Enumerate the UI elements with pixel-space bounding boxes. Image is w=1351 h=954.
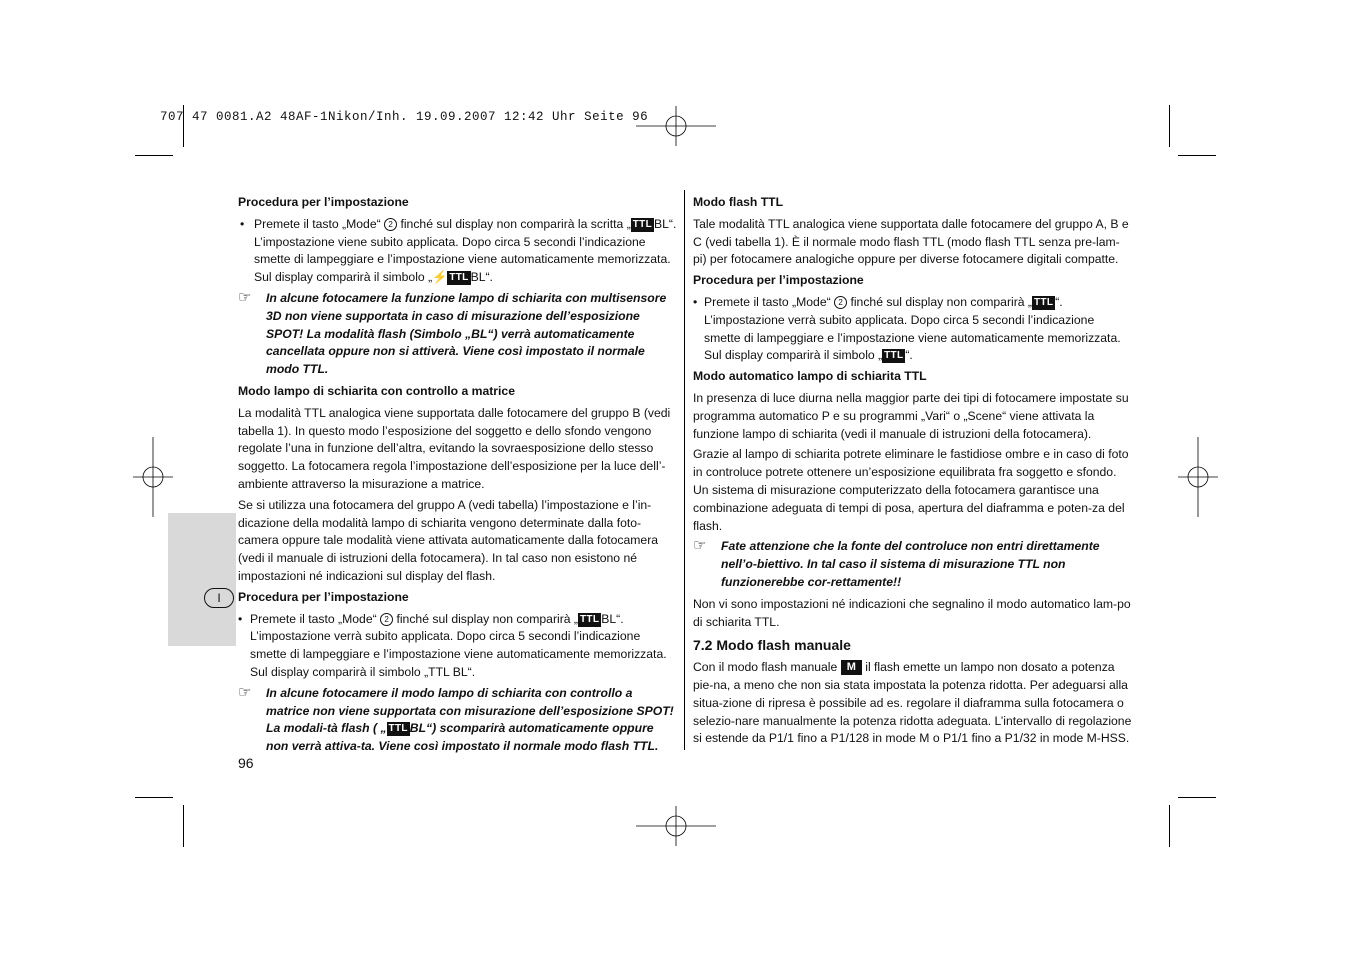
- paragraph: Tale modalità TTL analogica viene supportata dalle fotocamere del gruppo A, B e C (vedi tabella 1). È il normale modo flash TTL (modo flash TTL senza pre-lam-pi) per fotocamere analogiche oppure per diverse fotocamere digitali compatte.: [693, 216, 1129, 267]
- heading: Procedura per l’impostazione: [693, 273, 864, 288]
- pointing-hand-icon: ☞: [238, 683, 252, 701]
- ttl-icon: TTL: [388, 723, 408, 735]
- manual-mode-icon: M: [841, 660, 862, 675]
- heading: Modo lampo di schiarita con controllo a matrice: [238, 383, 515, 398]
- column-divider: [684, 190, 685, 750]
- ttl-icon: TTL: [632, 218, 652, 230]
- language-tab-label: I: [204, 588, 234, 608]
- print-header: 707 47 0081.A2 48AF-1Nikon/Inh. 19.09.2007 12:42 Uhr Seite 96: [160, 110, 649, 124]
- language-tab: [168, 513, 236, 646]
- registration-mark-bottom: [636, 806, 716, 846]
- note: ☞ In alcune fotocamere il modo lampo di schiarita con controllo a matrice non viene supportata con misurazione dell’esposizione SPOT! La modali-tà flash ( „ TTL BL“) scomparirà automaticamente oppure non verrà attiva-ta. Viene così impostato il normale modo flash TTL.: [238, 683, 674, 754]
- paragraph: Con il modo flash manuale M il flash emette un lampo non dosato a potenza pie-na, a meno che non sia stata impostata la potenza ridotta. Per adeguarsi alla situa-zione di ripresa è possibile ad es. regolare il diaframma sulla fotocamera o selezio-nare manualmente la potenza ridotta adeguata. L’intervallo di regolazione si estende da P1/1 fino a P1/128 in mode M o P1/1 fino a P1/32 in mode M-HSS.: [693, 660, 1132, 746]
- crop-mark: [1169, 805, 1170, 847]
- ttl-icon: TTL: [884, 350, 904, 362]
- list-item: • Premete il tasto „Mode“ 2 finché sul display non comparirà „ TTL BL“. L’impostazione verrà subito applicata. Dopo circa 5 secondi l’indicazione smette di lampeggiare e l’impostazione viene automaticamente memorizzata. Sul display comparirà il simbolo „TTL BL“.: [238, 611, 667, 679]
- crop-mark: [183, 805, 184, 847]
- list-item: • Premete il tasto „Mode“ 2 finché sul display non comparirà la scritta „ TTL BL“. L’impostazione viene subito applicata. Dopo circa 5 secondi l’indicazione smette di lampeggiare e l’impostazione viene automaticamente memorizzata. Sul display comparirà il simbolo „⚡ TTL BL“.: [240, 216, 677, 285]
- ttl-icon: TTL: [580, 613, 600, 625]
- flash-bolt-icon: ⚡: [432, 270, 448, 285]
- registration-mark-left: [133, 437, 173, 517]
- registration-mark-right: [1178, 437, 1218, 517]
- paragraph: La modalità TTL analogica viene supportata dalle fotocamere del gruppo B (vedi tabella 1). In questo modo l’esposizione del soggetto e dello sfondo vengono regolate l’una in funzione dell’altra, evitando la sovraesposizione dello stesso soggetto. La fotocamera regola l’impostazione dell’esposizione per la luce dell’-ambiente attraverso la misurazione a matrice.: [238, 405, 671, 491]
- crop-mark: [135, 155, 173, 156]
- number-2-icon: 2: [384, 218, 397, 231]
- note: ☞ Fate attenzione che la fonte del controluce non entri direttamente nell’o-biettivo. In tal caso il sistema di misurazione TTL non funzionerebbe cor-rettamente!!: [693, 537, 1100, 589]
- crop-mark: [135, 797, 173, 798]
- heading: Procedura per l’impostazione: [238, 195, 409, 209]
- ttl-icon: TTL: [1034, 296, 1054, 308]
- pointing-hand-icon: ☞: [238, 288, 252, 306]
- heading: Modo flash TTL: [693, 195, 784, 209]
- section-heading: 7.2 Modo flash manuale: [693, 637, 851, 654]
- paragraph: Non vi sono impostazioni né indicazioni che segnalino il modo automatico lam-po di schiarita TTL.: [693, 596, 1131, 629]
- number-2-icon: 2: [380, 613, 393, 626]
- crop-mark: [1178, 797, 1216, 798]
- crop-mark: [1169, 105, 1170, 147]
- paragraph: Se si utilizza una fotocamera del gruppo A (vedi tabella) l’impostazione e l’in-dicazione della modalità lampo di schiarita vengono determinate dalla foto-camera oppure tale modalità viene attivata automaticamente dalla fotocamera (vedi il manuale di istruzioni della fotocamera). In tal caso non esistono né impostazioni né indicazioni sul display del flash.: [238, 497, 659, 583]
- crop-mark: [1178, 155, 1216, 156]
- pointing-hand-icon: ☞: [693, 537, 707, 555]
- ttl-icon: TTL: [449, 272, 469, 284]
- note: ☞ In alcune fotocamere la funzione lampo di schiarita con multisensore 3D non viene supportata in caso di misurazione dell’esposizione SPOT! La modalità flash (Simbolo „BL“) verrà automaticamente cancellata oppure non si attiverà. Viene così impostato il normale modo TTL.: [238, 288, 667, 377]
- page-number: 96: [238, 755, 254, 771]
- list-item: • Premete il tasto „Mode“ 2 finché sul display non comparirà „ TTL “. L’impostazione verrà subito applicata. Dopo circa 5 secondi l’indicazione smette di lampeggiare e l’impostazione viene automaticamente memorizzata. Sul display comparirà il simbolo „ TTL “.: [693, 294, 1121, 363]
- heading: Modo automatico lampo di schiarita TTL: [693, 369, 927, 384]
- paragraph: Grazie al lampo di schiarita potrete eliminare le fastidiose ombre e in caso di foto in controluce potrete ottenere un’esposizione equilibrata fra soggetto e sfondo. Un sistema di misurazione computerizzato della fotocamera garantisce una combinazione adeguata di tempi di posa, apertura del diaframma e poten-za del flash.: [693, 447, 1129, 533]
- right-column: [693, 192, 1133, 751]
- paragraph: In presenza di luce diurna nella maggior parte dei tipi di fotocamere impostate su programma automatico P e su programmi „Vari“ o „Scene“ viene attivata la funzione lampo di schiarita (vedi il manuale di istruzioni della fotocamera).: [693, 390, 1129, 441]
- left-column: [238, 192, 678, 760]
- number-2-icon: 2: [834, 296, 847, 309]
- heading: Procedura per l’impostazione: [238, 589, 409, 604]
